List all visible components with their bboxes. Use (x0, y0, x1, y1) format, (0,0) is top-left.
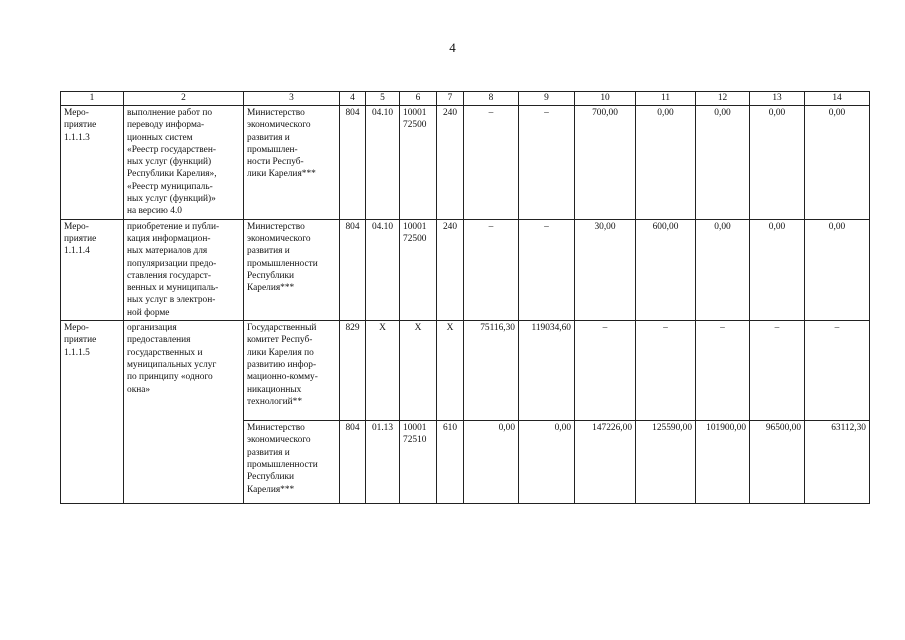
column-header: 9 (519, 92, 575, 106)
table-cell: 804 (340, 106, 366, 220)
column-header: 8 (464, 92, 519, 106)
table-cell: 01.13 (366, 421, 400, 504)
table-cell: 0,00 (464, 421, 519, 504)
table-cell: 600,00 (636, 219, 696, 320)
executor-cell: Министерство экономического развития и промышлен- ности Респуб- лики Карелия*** (244, 106, 340, 220)
table-cell: 04.10 (366, 219, 400, 320)
column-header: 1 (61, 92, 124, 106)
table-cell: 0,00 (750, 106, 805, 220)
column-header: 11 (636, 92, 696, 106)
column-header: 10 (575, 92, 636, 106)
executor-cell: Министерство экономического развития и промышленности Республики Карелия*** (244, 219, 340, 320)
table-cell: – (464, 106, 519, 220)
table-cell: 804 (340, 219, 366, 320)
table-cell: 0,00 (696, 219, 750, 320)
program-measures-table (60, 91, 870, 504)
column-header: 14 (805, 92, 870, 106)
header-row (61, 92, 870, 106)
table-cell: 30,00 (575, 219, 636, 320)
column-header: 4 (340, 92, 366, 106)
table-cell: – (750, 321, 805, 421)
column-header: 13 (750, 92, 805, 106)
measure-code-cell: Меро- приятие 1.1.1.5 (61, 321, 124, 504)
measure-code-cell: Меро- приятие 1.1.1.3 (61, 106, 124, 220)
executor-cell: Государственный комитет Респуб- лики Карелия по развитию инфор- мационно-комму- никационных технологий** (244, 321, 340, 421)
column-header: 5 (366, 92, 400, 106)
table-cell: 700,00 (575, 106, 636, 220)
column-header: 6 (400, 92, 437, 106)
table-cell: 240 (437, 106, 464, 220)
table-cell: 63112,30 (805, 421, 870, 504)
table-row (61, 106, 870, 220)
measure-description-cell: выполнение работ по переводу информа- ционных систем «Реестр государствен- ных услуг (функций) Республики Карелия», «Реестр муниципаль- ных услуг (функций)» на версию 4.0 (124, 106, 244, 220)
measure-description-cell: организация предоставления государственных и муниципальных услуг по принципу «одного окна» (124, 321, 244, 504)
table-cell: 10001 72500 (400, 106, 437, 220)
table-cell: 0,00 (805, 106, 870, 220)
table-cell: 0,00 (805, 219, 870, 320)
table-cell: 0,00 (636, 106, 696, 220)
table-cell: X (437, 321, 464, 421)
measure-description-cell: приобретение и публи- кация информацион- ных материалов для популяризации предо- ставления государст- венных и муниципаль- ных услуг в электрон- ной форме (124, 219, 244, 320)
page-number: 4 (449, 40, 456, 55)
table-cell: 0,00 (696, 106, 750, 220)
table-cell: – (519, 219, 575, 320)
table-row (61, 321, 870, 421)
table-cell: – (636, 321, 696, 421)
table-cell: – (519, 106, 575, 220)
table-cell: – (696, 321, 750, 421)
table-cell: 119034,60 (519, 321, 575, 421)
table-cell: – (464, 219, 519, 320)
table-cell: X (366, 321, 400, 421)
measure-code-cell: Меро- приятие 1.1.1.4 (61, 219, 124, 320)
table-cell: 101900,00 (696, 421, 750, 504)
column-header: 12 (696, 92, 750, 106)
table-cell: 10001 72510 (400, 421, 437, 504)
table-cell: – (805, 321, 870, 421)
table-cell: 10001 72500 (400, 219, 437, 320)
table-row (61, 219, 870, 320)
table-cell: 829 (340, 321, 366, 421)
table-cell: 96500,00 (750, 421, 805, 504)
table-cell: 804 (340, 421, 366, 504)
table-cell: 125590,00 (636, 421, 696, 504)
table-cell: 04.10 (366, 106, 400, 220)
table-cell: 0,00 (750, 219, 805, 320)
column-header: 7 (437, 92, 464, 106)
column-header: 2 (124, 92, 244, 106)
table-cell: – (575, 321, 636, 421)
table-cell: X (400, 321, 437, 421)
table-cell: 240 (437, 219, 464, 320)
executor-cell: Министерство экономического развития и промышленности Республики Карелия*** (244, 421, 340, 504)
table-cell: 610 (437, 421, 464, 504)
table-cell: 0,00 (519, 421, 575, 504)
table-cell: 147226,00 (575, 421, 636, 504)
column-header: 3 (244, 92, 340, 106)
table-cell: 75116,30 (464, 321, 519, 421)
